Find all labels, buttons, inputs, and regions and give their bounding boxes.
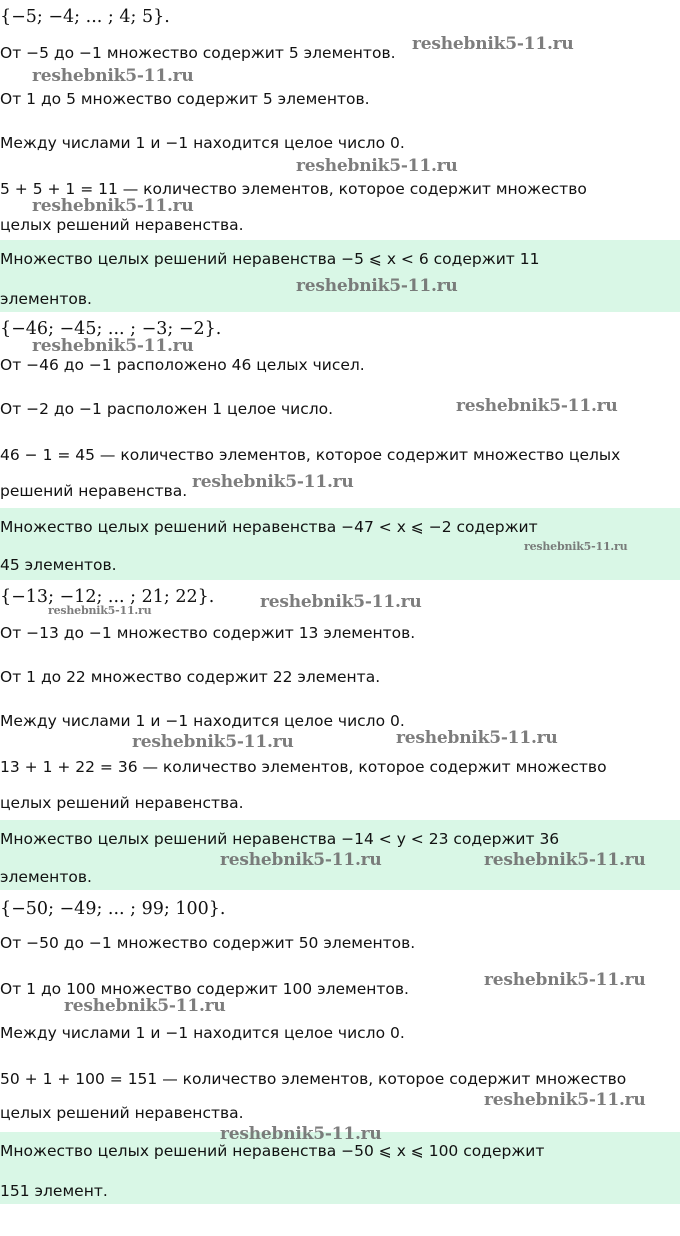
solution-set-1: {−5; −4; ... ; 4; 5}. bbox=[0, 7, 170, 27]
explanation-line: От −5 до −1 множество содержит 5 элементов. bbox=[0, 44, 396, 62]
conclusion-box bbox=[0, 820, 680, 890]
conclusion-text: 151 элемент. bbox=[0, 1182, 108, 1200]
conclusion-text: Множество целых решений неравенства −50 ⩽ x ⩽ 100 содержит bbox=[0, 1142, 545, 1160]
conclusion-text: Множество целых решений неравенства −47 < x ⩽ −2 содержит bbox=[0, 518, 538, 536]
watermark: reshebnik5-11.ru bbox=[396, 728, 558, 748]
watermark: reshebnik5-11.ru bbox=[192, 472, 354, 492]
watermark: reshebnik5-11.ru bbox=[484, 850, 646, 870]
watermark: reshebnik5-11.ru bbox=[484, 1090, 646, 1110]
explanation-line: 46 − 1 = 45 — количество элементов, которое содержит множество целых bbox=[0, 446, 621, 464]
explanation-line: От 1 до 22 множество содержит 22 элемента. bbox=[0, 668, 381, 686]
watermark: reshebnik5-11.ru bbox=[48, 604, 152, 617]
watermark: reshebnik5-11.ru bbox=[484, 970, 646, 990]
explanation-line: целых решений неравенства. bbox=[0, 794, 244, 812]
solution-set-2: {−46; −45; ... ; −3; −2}. bbox=[0, 319, 222, 339]
conclusion-text: Множество целых решений неравенства −5 ⩽ x < 6 содержит 11 bbox=[0, 250, 540, 268]
explanation-line: От 1 до 5 множество содержит 5 элементов. bbox=[0, 90, 370, 108]
conclusion-box bbox=[0, 1132, 680, 1204]
watermark: reshebnik5-11.ru bbox=[296, 156, 458, 176]
watermark: reshebnik5-11.ru bbox=[220, 1124, 382, 1144]
explanation-line: От −50 до −1 множество содержит 50 элементов. bbox=[0, 934, 416, 952]
explanation-line: Между числами 1 и −1 находится целое число 0. bbox=[0, 712, 405, 730]
explanation-line: 13 + 1 + 22 = 36 — количество элементов, которое содержит множество bbox=[0, 758, 607, 776]
watermark: reshebnik5-11.ru bbox=[32, 336, 194, 356]
solution-set-4: {−50; −49; ... ; 99; 100}. bbox=[0, 899, 226, 919]
explanation-line: целых решений неравенства. bbox=[0, 216, 244, 234]
watermark: reshebnik5-11.ru bbox=[412, 34, 574, 54]
conclusion-text: Множество целых решений неравенства −14 < y < 23 содержит 36 bbox=[0, 830, 560, 848]
explanation-line: От −13 до −1 множество содержит 13 элементов. bbox=[0, 624, 416, 642]
explanation-line: Между числами 1 и −1 находится целое число 0. bbox=[0, 134, 405, 152]
watermark: reshebnik5-11.ru bbox=[456, 396, 618, 416]
watermark: reshebnik5-11.ru bbox=[220, 850, 382, 870]
conclusion-text: 45 элементов. bbox=[0, 556, 117, 574]
conclusion-box bbox=[0, 240, 680, 312]
explanation-line: 50 + 1 + 100 = 151 — количество элементов, которое содержит множество bbox=[0, 1070, 627, 1088]
watermark: reshebnik5-11.ru bbox=[64, 996, 226, 1016]
solution-set-3: {−13; −12; ... ; 21; 22}. bbox=[0, 587, 215, 607]
explanation-line: 5 + 5 + 1 = 11 — количество элементов, которое содержит множество bbox=[0, 180, 587, 198]
watermark: reshebnik5-11.ru bbox=[260, 592, 422, 612]
explanation-line: целых решений неравенства. bbox=[0, 1104, 244, 1122]
explanation-line: От 1 до 100 множество содержит 100 элементов. bbox=[0, 980, 409, 998]
conclusion-box bbox=[0, 508, 680, 580]
conclusion-text: элементов. bbox=[0, 290, 92, 308]
watermark: reshebnik5-11.ru bbox=[32, 196, 194, 216]
conclusion-text: элементов. bbox=[0, 868, 92, 886]
explanation-line: решений неравенства. bbox=[0, 482, 188, 500]
explanation-line: От −2 до −1 расположен 1 целое число. bbox=[0, 400, 334, 418]
watermark: reshebnik5-11.ru bbox=[524, 540, 628, 553]
watermark: reshebnik5-11.ru bbox=[296, 276, 458, 296]
watermark: reshebnik5-11.ru bbox=[32, 66, 194, 86]
explanation-line: Между числами 1 и −1 находится целое число 0. bbox=[0, 1024, 405, 1042]
explanation-line: От −46 до −1 расположено 46 целых чисел. bbox=[0, 356, 365, 374]
watermark: reshebnik5-11.ru bbox=[132, 732, 294, 752]
